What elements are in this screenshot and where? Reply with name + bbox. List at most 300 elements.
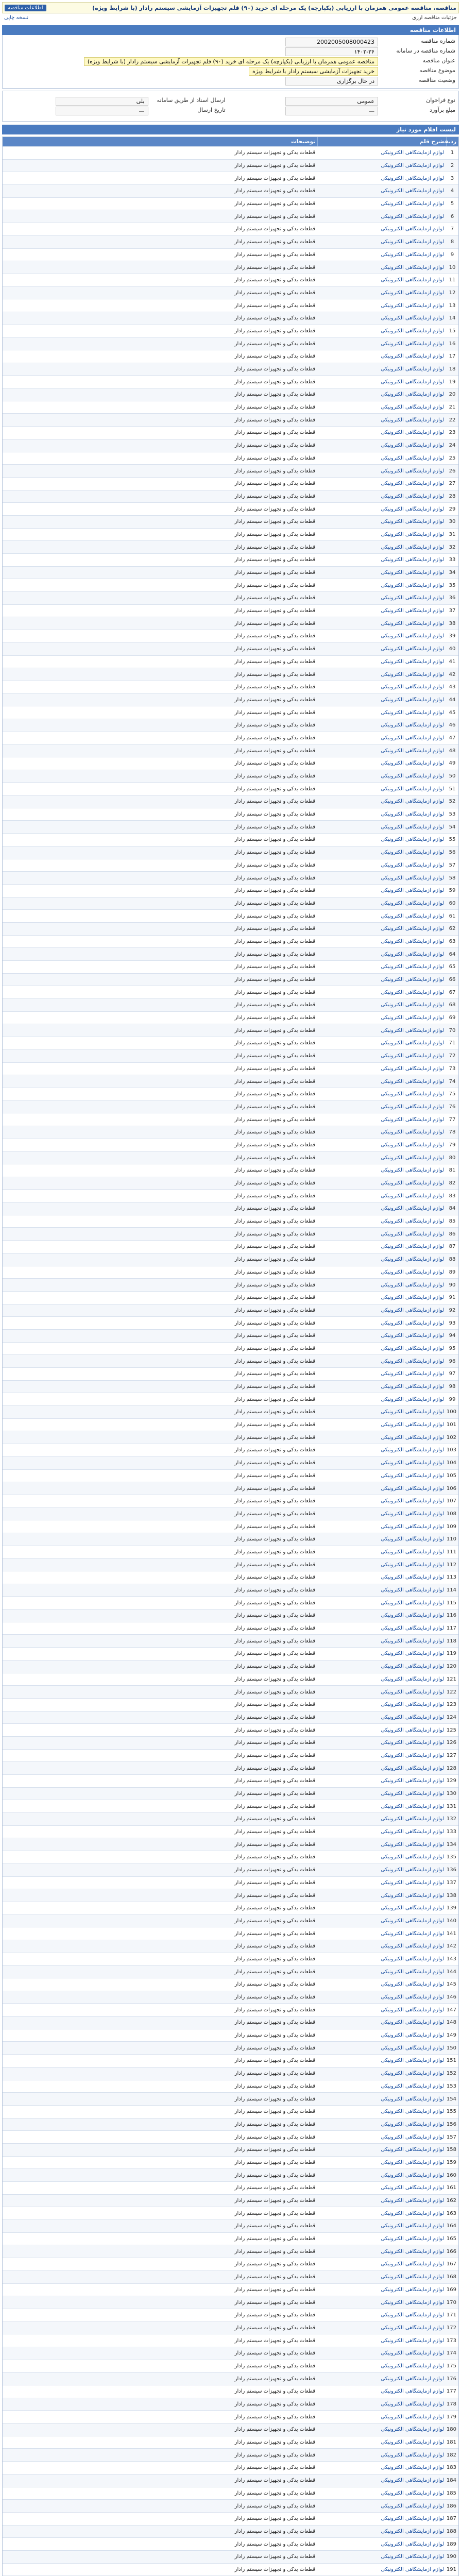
table-row (3, 998, 458, 1011)
cell-desc: قطعات یدکی و تجهیزات سیستم رادار (234, 658, 315, 665)
cell-no: 177 (446, 2388, 456, 2395)
cell-title[interactable]: لوازم آزمایشگاهی الکترونیکی (381, 1841, 444, 1848)
field-value-wrap (6, 47, 378, 56)
cell-title[interactable]: لوازم آزمایشگاهی الکترونیکی (381, 1244, 444, 1250)
table-row (3, 1825, 458, 1838)
cell-desc: قطعات یدکی و تجهیزات سیستم رادار (234, 1625, 315, 1632)
cell-desc: قطعات یدکی و تجهیزات سیستم رادار (234, 1485, 315, 1492)
cell-title[interactable]: لوازم آزمایشگاهی الکترونیکی (381, 1905, 444, 1911)
cell-title[interactable]: لوازم آزمایشگاهی الکترونیکی (381, 1791, 444, 1797)
cell-title[interactable]: لوازم آزمایشگاهی الکترونیکی (381, 1193, 444, 1199)
cell-title[interactable]: لوازم آزمایشگاهی الکترونیکی (381, 824, 444, 830)
cell-title[interactable]: لوازم آزمایشگاهی الکترونیکی (381, 1549, 444, 1555)
field-value-wrap (236, 97, 379, 106)
cell-title[interactable]: لوازم آزمایشگاهی الکترونیکی (381, 773, 444, 779)
table-row (3, 1075, 458, 1088)
cell-no: 33 (449, 557, 456, 563)
cell-no: 147 (446, 2007, 456, 2013)
cell-title[interactable]: لوازم آزمایشگاهی الکترونیکی (381, 1422, 444, 1428)
cell-no: 180 (446, 2427, 456, 2433)
cell-no: 191 (446, 2566, 456, 2572)
cell-title[interactable]: لوازم آزمایشگاهی الکترونیکی (381, 735, 444, 741)
cell-title[interactable]: لوازم آزمایشگاهی الکترونیکی (381, 531, 444, 537)
cell-title[interactable]: لوازم آزمایشگاهی الکترونیکی (381, 1129, 444, 1136)
cell-title[interactable]: لوازم آزمایشگاهی الکترونیکی (381, 1218, 444, 1225)
cell-title[interactable]: لوازم آزمایشگاهی الکترونیکی (381, 2236, 444, 2242)
table-row (3, 2003, 458, 2016)
cell-title[interactable]: لوازم آزمایشگاهی الکترونیکی (381, 1879, 444, 1886)
tender-details-label: جزئیات مناقصه ارزی (412, 15, 457, 21)
cell-desc: قطعات یدکی و تجهیزات سیستم رادار (234, 2121, 315, 2127)
table-row (3, 795, 458, 808)
cell-title[interactable]: لوازم آزمایشگاهی الکترونیکی (381, 455, 444, 461)
cell-no: 104 (446, 1460, 456, 1466)
cell-title[interactable]: لوازم آزمایشگاهی الکترونیکی (381, 302, 444, 309)
cell-no: 81 (449, 1167, 456, 1174)
cell-desc: قطعات یدکی و تجهیزات سیستم رادار (234, 1918, 315, 1924)
cell-title[interactable]: لوازم آزمایشگاهی الکترونیکی (381, 544, 444, 550)
cell-no: 18 (449, 366, 456, 372)
cell-desc: قطعات یدکی و تجهیزات سیستم رادار (234, 1371, 315, 1377)
table-row (3, 2487, 458, 2500)
cell-title[interactable]: لوازم آزمایشگاهی الکترونیکی (381, 2414, 444, 2420)
table-row (3, 1291, 458, 1304)
cell-title[interactable]: لوازم آزمایشگاهی الکترونیکی (381, 213, 444, 219)
cell-desc: قطعات یدکی و تجهیزات سیستم رادار (234, 1396, 315, 1402)
cell-title[interactable]: لوازم آزمایشگاهی الکترونیکی (381, 2337, 444, 2344)
cell-title[interactable]: لوازم آزمایشگاهی الکترونیکی (381, 1257, 444, 1263)
cell-no: 157 (446, 2134, 456, 2140)
cell-no: 141 (446, 1930, 456, 1937)
cell-title[interactable]: لوازم آزمایشگاهی الکترونیکی (381, 2490, 444, 2496)
table-row (3, 757, 458, 770)
cell-title[interactable]: لوازم آزمایشگاهی الکترونیکی (381, 2439, 444, 2446)
cell-title[interactable]: لوازم آزمایشگاهی الکترونیکی (381, 1472, 444, 1479)
cell-title[interactable]: لوازم آزمایشگاهی الکترونیکی (381, 1104, 444, 1110)
cell-title[interactable]: لوازم آزمایشگاهی الکترونیکی (381, 1574, 444, 1581)
cell-title[interactable]: لوازم آزمایشگاهی الکترونیکی (381, 1803, 444, 1809)
cell-title[interactable]: لوازم آزمایشگاهی الکترونیکی (381, 404, 444, 411)
cell-title[interactable]: لوازم آزمایشگاهی الکترونیکی (381, 2248, 444, 2255)
cell-desc: قطعات یدکی و تجهیزات سیستم رادار (234, 175, 315, 181)
cell-title[interactable]: لوازم آزمایشگاهی الکترونیکی (381, 1447, 444, 1453)
cell-title[interactable]: لوازم آزمایشگاهی الکترونیکی (381, 1956, 444, 1962)
cell-no: 21 (449, 404, 456, 411)
cell-title[interactable]: لوازم آزمایشگاهی الکترونیکی (381, 2452, 444, 2458)
cell-no: 146 (446, 1994, 456, 2001)
cell-title[interactable]: لوازم آزمایشگاهی الکترونیکی (381, 226, 444, 232)
table-row (3, 2512, 458, 2525)
cell-no: 142 (446, 1943, 456, 1950)
cell-title[interactable]: لوازم آزمایشگاهی الکترونیکی (381, 1689, 444, 1695)
cell-title[interactable]: لوازم آزمایشگاهی الکترونیکی (381, 2210, 444, 2216)
cell-desc: قطعات یدکی و تجهیزات سیستم رادار (234, 1791, 315, 1797)
cell-title[interactable]: لوازم آزمایشگاهی الکترونیکی (381, 1816, 444, 1822)
cell-title[interactable]: لوازم آزمایشگاهی الکترونیکی (381, 888, 444, 894)
cell-title[interactable]: لوازم آزمایشگاهی الکترونیکی (381, 2528, 444, 2534)
cell-title[interactable]: لوازم آزمایشگاهی الکترونیکی (381, 2261, 444, 2267)
cell-desc: قطعات یدکی و تجهیزات سیستم رادار (234, 2439, 315, 2446)
cell-title[interactable]: لوازم آزمایشگاهی الکترونیکی (381, 2058, 444, 2064)
cell-desc: قطعات یدکی و تجهیزات سیستم رادار (234, 633, 315, 639)
cell-title[interactable]: لوازم آزمایشگاهی الکترونیکی (381, 2198, 444, 2204)
table-row (3, 1469, 458, 1482)
cell-title[interactable]: لوازم آزمایشگاهی الکترونیکی (381, 150, 444, 156)
cell-title[interactable]: لوازم آزمایشگاهی الکترونیکی (381, 760, 444, 767)
cell-no: 32 (449, 544, 456, 550)
cell-title[interactable]: لوازم آزمایشگاهی الکترونیکی (381, 1206, 444, 1212)
field-value: ۱۴۰۲-۳۶ (285, 47, 378, 56)
field-value-wrap (6, 77, 378, 86)
cell-title[interactable]: لوازم آزمایشگاهی الکترونیکی (381, 341, 444, 347)
cell-title[interactable]: لوازم آزمایشگاهی الکترونیکی (381, 1702, 444, 1708)
cell-title[interactable]: لوازم آزمایشگاهی الکترونیکی (381, 837, 444, 843)
cell-title[interactable]: لوازم آزمایشگاهی الکترونیکی (381, 353, 444, 360)
cell-title[interactable]: لوازم آزمایشگاهی الکترونیکی (381, 557, 444, 563)
cell-desc: قطعات یدکی و تجهیزات سیستم رادار (234, 620, 315, 626)
cell-title[interactable]: لوازم آزمایشگاهی الکترونیکی (381, 850, 444, 856)
cell-title[interactable]: لوازم آزمایشگاهی الکترونیکی (381, 506, 444, 512)
cell-no: 118 (446, 1638, 456, 1644)
cell-no: 126 (446, 1740, 456, 1746)
cell-title[interactable]: لوازم آزمایشگاهی الکترونیکی (381, 926, 444, 932)
cell-desc: قطعات یدکی و تجهیزات سیستم رادار (234, 544, 315, 550)
cell-title[interactable]: لوازم آزمایشگاهی الکترونیکی (381, 417, 444, 423)
cell-no: 20 (449, 392, 456, 398)
cell-title[interactable]: لوازم آزمایشگاهی الکترونیکی (381, 493, 444, 499)
cell-no: 14 (449, 315, 456, 321)
print-link[interactable]: نسخه چاپی (4, 15, 29, 21)
cell-title[interactable]: لوازم آزمایشگاهی الکترونیکی (381, 1994, 444, 2001)
cell-desc: قطعات یدکی و تجهیزات سیستم رادار (234, 786, 315, 792)
cell-title[interactable]: لوازم آزمایشگاهی الکترونیکی (381, 875, 444, 881)
cell-title[interactable]: لوازم آزمایشگاهی الکترونیکی (381, 570, 444, 576)
cell-title[interactable]: لوازم آزمایشگاهی الکترونیکی (381, 1727, 444, 1733)
cell-title[interactable]: لوازم آزمایشگاهی الکترونیکی (381, 2388, 444, 2395)
cell-title[interactable]: لوازم آزمایشگاهی الکترونیکی (381, 1854, 444, 1860)
cell-title[interactable]: لوازم آزمایشگاهی الکترونیکی (381, 2109, 444, 2115)
cell-desc: قطعات یدکی و تجهیزات سیستم رادار (234, 697, 315, 703)
field-value: خرید تجهیزات آزمایشی سیستم رادار با شرایط ویژه (249, 67, 378, 76)
cell-title[interactable]: لوازم آزمایشگاهی الکترونیکی (381, 1714, 444, 1720)
cell-title[interactable]: لوازم آزمایشگاهی الکترونیکی (381, 2134, 444, 2140)
cell-title[interactable]: لوازم آزمایشگاهی الکترونیکی (381, 1384, 444, 1390)
cell-no: 91 (449, 1295, 456, 1301)
cell-title[interactable]: لوازم آزمایشگاهی الکترونیکی (381, 977, 444, 983)
cell-title[interactable]: لوازم آزمایشگاهی الکترونیکی (381, 2516, 444, 2522)
cell-no: 131 (446, 1803, 456, 1809)
table-row (3, 2181, 458, 2194)
cell-title[interactable]: لوازم آزمایشگاهی الکترونیکی (381, 290, 444, 296)
cell-title[interactable]: لوازم آزمایشگاهی الکترونیکی (381, 1015, 444, 1021)
cell-title[interactable]: لوازم آزمایشگاهی الکترونیکی (381, 620, 444, 626)
cell-no: 75 (449, 1091, 456, 1097)
cell-title[interactable]: لوازم آزمایشگاهی الکترونیکی (381, 2299, 444, 2306)
cell-title[interactable]: لوازم آزمایشگاهی الکترونیکی (381, 2007, 444, 2013)
cell-title[interactable]: لوازم آزمایشگاهی الکترونیکی (381, 658, 444, 665)
cell-title[interactable]: لوازم آزمایشگاهی الکترونیکی (381, 1523, 444, 1530)
cell-title[interactable]: لوازم آزمایشگاهی الکترونیکی (381, 175, 444, 181)
cell-title[interactable]: لوازم آزمایشگاهی الکترونیکی (381, 1918, 444, 1924)
cell-title[interactable]: لوازم آزمایشگاهی الکترونیکی (381, 392, 444, 398)
table-row (3, 1863, 458, 1876)
table-row (3, 1100, 458, 1113)
cell-title[interactable]: لوازم آزمایشگاهی الکترونیکی (381, 1613, 444, 1619)
table-row (3, 2499, 458, 2512)
cell-title[interactable]: لوازم آزمایشگاهی الکترونیکی (381, 1091, 444, 1097)
cell-desc: قطعات یدکی و تجهیزات سیستم رادار (234, 1981, 315, 1988)
table-row (3, 1596, 458, 1609)
table-row (3, 184, 458, 197)
cell-title[interactable]: لوازم آزمایشگاهی الکترونیکی (381, 2554, 444, 2560)
cell-title[interactable]: لوازم آزمایشگاهی الکترونیکی (381, 1027, 444, 1033)
cell-title[interactable]: لوازم آزمایشگاهی الکترونیکی (381, 201, 444, 207)
cell-desc: قطعات یدکی و تجهیزات سیستم رادار (234, 226, 315, 232)
cell-title[interactable]: لوازم آزمایشگاهی الکترونیکی (381, 188, 444, 194)
table-row (3, 1253, 458, 1266)
cell-title[interactable]: لوازم آزمایشگاهی الکترونیکی (381, 1943, 444, 1950)
cell-title[interactable]: لوازم آزمایشگاهی الکترونیکی (381, 709, 444, 716)
cell-title[interactable]: لوازم آزمایشگاهی الکترونیکی (381, 239, 444, 245)
cell-title[interactable]: لوازم آزمایشگاهی الکترونیکی (381, 2350, 444, 2357)
cell-title[interactable]: لوازم آزمایشگاهی الکترونیکی (381, 1434, 444, 1440)
cell-title[interactable]: لوازم آزمایشگاهی الکترونیکی (381, 1358, 444, 1364)
cell-title[interactable]: لوازم آزمایشگاهی الکترونیکی (381, 2096, 444, 2102)
cell-title[interactable]: لوازم آزمایشگاهی الکترونیکی (381, 2083, 444, 2089)
cell-desc: قطعات یدکی و تجهیزات سیستم رادار (234, 1295, 315, 1301)
cell-desc: قطعات یدکی و تجهیزات سیستم رادار (234, 2541, 315, 2547)
cell-desc: قطعات یدکی و تجهیزات سیستم رادار (234, 1587, 315, 1594)
cell-title[interactable]: لوازم آزمایشگاهی الکترونیکی (381, 2121, 444, 2127)
cell-title[interactable]: لوازم آزمایشگاهی الکترونیکی (381, 964, 444, 970)
cell-title[interactable]: لوازم آزمایشگاهی الکترونیکی (381, 163, 444, 169)
cell-title[interactable]: لوازم آزمایشگاهی الکترونیکی (381, 989, 444, 995)
cell-title[interactable]: لوازم آزمایشگاهی الکترونیکی (381, 1333, 444, 1339)
cell-title[interactable]: لوازم آزمایشگاهی الکترونیکی (381, 1065, 444, 1072)
cell-desc: قطعات یدکی و تجهیزات سیستم رادار (234, 837, 315, 843)
cell-title[interactable]: لوازم آزمایشگاهی الکترونیکی (381, 1892, 444, 1899)
cell-title[interactable]: لوازم آزمایشگاهی الکترونیکی (381, 366, 444, 372)
cell-desc: قطعات یدکی و تجهیزات سیستم رادار (234, 1613, 315, 1619)
cell-title[interactable]: لوازم آزمایشگاهی الکترونیکی (381, 1829, 444, 1835)
cell-no: 178 (446, 2401, 456, 2408)
cell-title[interactable]: لوازم آزمایشگاهی الکترونیکی (381, 430, 444, 436)
cell-no: 137 (446, 1879, 456, 1886)
cell-title[interactable]: لوازم آزمایشگاهی الکترونیکی (381, 2325, 444, 2331)
table-row (3, 2207, 458, 2219)
cell-title[interactable]: لوازم آزمایشگاهی الکترونیکی (381, 251, 444, 258)
cell-title[interactable]: لوازم آزمایشگاهی الکترونیکی (381, 2503, 444, 2509)
cell-title[interactable]: لوازم آزمایشگاهی الکترونیکی (381, 2147, 444, 2153)
cell-title[interactable]: لوازم آزمایشگاهی الکترونیکی (381, 951, 444, 957)
cell-title[interactable]: لوازم آزمایشگاهی الکترونیکی (381, 1078, 444, 1084)
cell-title[interactable]: لوازم آزمایشگاهی الکترونیکی (381, 2159, 444, 2165)
cell-title[interactable]: لوازم آزمایشگاهی الکترونیکی (381, 1752, 444, 1758)
cell-title[interactable]: لوازم آزمایشگاهی الکترونیکی (381, 1180, 444, 1187)
table-row (3, 274, 458, 286)
cell-title[interactable]: لوازم آزمایشگاهی الکترونیکی (381, 633, 444, 639)
mid-panel-left (6, 96, 226, 116)
table-row (3, 452, 458, 465)
table-row (3, 2563, 458, 2576)
table-row (3, 617, 458, 630)
cell-no: 149 (446, 2032, 456, 2039)
table-row (3, 1126, 458, 1139)
cell-title[interactable]: لوازم آزمایشگاهی الکترونیکی (381, 684, 444, 690)
table-row (3, 960, 458, 973)
cell-no: 175 (446, 2363, 456, 2369)
cell-title[interactable]: لوازم آزمایشگاهی الکترونیکی (381, 315, 444, 321)
cell-title[interactable]: لوازم آزمایشگاهی الکترونیکی (381, 1600, 444, 1606)
cell-title[interactable]: لوازم آزمایشگاهی الکترونیکی (381, 1740, 444, 1746)
cell-desc: قطعات یدکی و تجهیزات سیستم رادار (234, 2465, 315, 2471)
cell-title[interactable]: لوازم آزمایشگاهی الکترونیکی (381, 2286, 444, 2293)
cell-desc: قطعات یدکی و تجهیزات سیستم رادار (234, 1282, 315, 1288)
cell-title[interactable]: لوازم آزمایشگاهی الکترونیکی (381, 1485, 444, 1492)
cell-title[interactable]: لوازم آزمایشگاهی الکترونیکی (381, 1053, 444, 1059)
table-row (3, 1088, 458, 1100)
cell-title[interactable]: لوازم آزمایشگاهی الکترونیکی (381, 1676, 444, 1682)
cell-title[interactable]: لوازم آزمایشگاهی الکترونیکی (381, 379, 444, 385)
cell-title[interactable]: لوازم آزمایشگاهی الکترونیکی (381, 2312, 444, 2318)
cell-title[interactable]: لوازم آزمایشگاهی الکترونیکی (381, 1587, 444, 1594)
cell-title[interactable]: لوازم آزمایشگاهی الکترونیکی (381, 2427, 444, 2433)
cell-title[interactable]: لوازم آزمایشگاهی الکترونیکی (381, 1231, 444, 1237)
cell-title[interactable]: لوازم آزمایشگاهی الکترونیکی (381, 2274, 444, 2280)
cell-no: 96 (449, 1358, 456, 1364)
cell-desc: قطعات یدکی و تجهیزات سیستم رادار (234, 582, 315, 588)
table-row (3, 1418, 458, 1431)
cell-title[interactable]: لوازم آزمایشگاهی الکترونیکی (381, 1930, 444, 1937)
cell-title[interactable]: لوازم آزمایشگاهی الکترونیکی (381, 748, 444, 754)
cell-title[interactable]: لوازم آزمایشگاهی الکترونیکی (381, 1371, 444, 1377)
table-row (3, 1139, 458, 1151)
cell-title[interactable]: لوازم آزمایشگاهی الکترونیکی (381, 786, 444, 792)
cell-title[interactable]: لوازم آزمایشگاهی الکترونیکی (381, 1307, 444, 1313)
cell-title[interactable]: لوازم آزمایشگاهی الکترونیکی (381, 1638, 444, 1644)
cell-title[interactable]: لوازم آزمایشگاهی الکترونیکی (381, 646, 444, 652)
cell-title[interactable]: لوازم آزمایشگاهی الکترونیکی (381, 443, 444, 449)
cell-title[interactable]: لوازم آزمایشگاهی الکترونیکی (381, 1345, 444, 1351)
cell-title[interactable]: لوازم آزمایشگاهی الکترونیکی (381, 1625, 444, 1632)
table-row (3, 706, 458, 719)
cell-title[interactable]: لوازم آزمایشگاهی الکترونیکی (381, 671, 444, 677)
cell-title[interactable]: لوازم آزمایشگاهی الکترونیکی (381, 799, 444, 805)
cell-desc: قطعات یدکی و تجهیزات سیستم رادار (234, 519, 315, 525)
cell-title[interactable]: لوازم آزمایشگاهی الکترونیکی (381, 1765, 444, 1771)
cell-title[interactable]: لوازم آزمایشگاهی الکترونیکی (381, 2223, 444, 2229)
cell-title[interactable]: لوازم آزمایشگاهی الکترونیکی (381, 1664, 444, 1670)
table-row (3, 744, 458, 757)
items-table-heading: لیست اقلام مورد نیاز (2, 125, 459, 134)
cell-title[interactable]: لوازم آزمایشگاهی الکترونیکی (381, 1142, 444, 1148)
table-row (3, 2041, 458, 2054)
table-row (3, 770, 458, 783)
cell-desc: قطعات یدکی و تجهیزات سیستم رادار (234, 2198, 315, 2204)
cell-title[interactable]: لوازم آزمایشگاهی الکترونیکی (381, 1498, 444, 1504)
cell-title[interactable]: لوازم آزمایشگاهی الکترونیکی (381, 1778, 444, 1784)
cell-title[interactable]: لوازم آزمایشگاهی الکترونیکی (381, 2071, 444, 2077)
cell-title[interactable]: لوازم آزمایشگاهی الکترونیکی (381, 913, 444, 919)
cell-title[interactable]: لوازم آزمایشگاهی الکترونیکی (381, 1981, 444, 1988)
cell-title[interactable]: لوازم آزمایشگاهی الکترونیکی (381, 2401, 444, 2408)
cell-title[interactable]: لوازم آزمایشگاهی الکترونیکی (381, 1167, 444, 1174)
cell-title[interactable]: لوازم آزمایشگاهی الکترونیکی (381, 862, 444, 868)
cell-title[interactable]: لوازم آزمایشگاهی الکترونیکی (381, 595, 444, 601)
cell-no: 155 (446, 2109, 456, 2115)
cell-title[interactable]: لوازم آزمایشگاهی الکترونیکی (381, 2465, 444, 2471)
cell-title[interactable]: لوازم آزمایشگاهی الکترونیکی (381, 2541, 444, 2547)
table-row (3, 2156, 458, 2169)
cell-title[interactable]: لوازم آزمایشگاهی الکترونیکی (381, 608, 444, 614)
cell-title[interactable]: لوازم آزمایشگاهی الکترونیکی (381, 1562, 444, 1568)
cell-title[interactable]: لوازم آزمایشگاهی الکترونیکی (381, 2478, 444, 2484)
cell-title[interactable]: لوازم آزمایشگاهی الکترونیکی (381, 519, 444, 525)
cell-title[interactable]: لوازم آزمایشگاهی الکترونیکی (381, 1969, 444, 1975)
cell-title[interactable]: لوازم آزمایشگاهی الکترونیکی (381, 1867, 444, 1873)
cell-title[interactable]: لوازم آزمایشگاهی الکترونیکی (381, 1116, 444, 1123)
cell-title[interactable]: لوازم آزمایشگاهی الکترونیکی (381, 1511, 444, 1517)
field-row (6, 66, 455, 76)
cell-title[interactable]: لوازم آزمایشگاهی الکترونیکی (381, 1002, 444, 1008)
cell-title[interactable]: لوازم آزمایشگاهی الکترونیکی (381, 1282, 444, 1288)
info-section-heading: اطلاعات مناقصه (2, 25, 459, 35)
cell-title[interactable]: لوازم آزمایشگاهی الکترونیکی (381, 328, 444, 334)
cell-no: 52 (449, 799, 456, 805)
cell-title[interactable]: لوازم آزمایشگاهی الکترونیکی (381, 2172, 444, 2178)
cell-title[interactable]: لوازم آزمایشگاهی الکترونیکی (381, 1269, 444, 1275)
cell-desc: قطعات یدکی و تجهیزات سیستم رادار (234, 1434, 315, 1440)
cell-no: 174 (446, 2350, 456, 2357)
cell-desc: قطعات یدکی و تجهیزات سیستم رادار (234, 1091, 315, 1097)
cell-title[interactable]: لوازم آزمایشگاهی الکترونیکی (381, 1536, 444, 1543)
cell-title[interactable]: لوازم آزمایشگاهی الکترونیکی (381, 1155, 444, 1161)
cell-title[interactable]: لوازم آزمایشگاهی الکترونیکی (381, 2363, 444, 2369)
cell-desc: قطعات یدکی و تجهیزات سیستم رادار (234, 404, 315, 411)
cell-no: 69 (449, 1015, 456, 1021)
cell-title[interactable]: لوازم آزمایشگاهی الکترونیکی (381, 1295, 444, 1301)
cell-title[interactable]: لوازم آزمایشگاهی الکترونیکی (381, 1396, 444, 1402)
cell-desc: قطعات یدکی و تجهیزات سیستم رادار (234, 2007, 315, 2013)
table-row (3, 1838, 458, 1851)
table-row (3, 2334, 458, 2347)
cell-title[interactable]: لوازم آزمایشگاهی الکترونیکی (381, 582, 444, 588)
cell-title[interactable]: لوازم آزمایشگاهی الکترونیکی (381, 2045, 444, 2051)
table-row (3, 1978, 458, 1991)
cell-title[interactable]: لوازم آزمایشگاهی الکترونیکی (381, 2020, 444, 2026)
cell-title[interactable]: لوازم آزمایشگاهی الکترونیکی (381, 1460, 444, 1466)
cell-desc: قطعات یدکی و تجهیزات سیستم رادار (234, 888, 315, 894)
cell-title[interactable]: لوازم آزمایشگاهی الکترونیکی (381, 1651, 444, 1657)
cell-title[interactable]: لوازم آزمایشگاهی الکترونیکی (381, 1320, 444, 1326)
cell-title[interactable]: لوازم آزمایشگاهی الکترونیکی (381, 1409, 444, 1415)
cell-title[interactable]: لوازم آزمایشگاهی الکترونیکی (381, 481, 444, 487)
cell-title[interactable]: لوازم آزمایشگاهی الکترونیکی (381, 900, 444, 906)
cell-title[interactable]: لوازم آزمایشگاهی الکترونیکی (381, 1040, 444, 1046)
cell-title[interactable]: لوازم آزمایشگاهی الکترونیکی (381, 264, 444, 270)
cell-title[interactable]: لوازم آزمایشگاهی الکترونیکی (381, 2185, 444, 2191)
cell-title[interactable]: لوازم آزمایشگاهی الکترونیکی (381, 811, 444, 818)
cell-title[interactable]: لوازم آزمایشگاهی الکترونیکی (381, 722, 444, 728)
cell-title[interactable]: لوازم آزمایشگاهی الکترونیکی (381, 2032, 444, 2039)
cell-title[interactable]: لوازم آزمایشگاهی الکترونیکی (381, 697, 444, 703)
cell-no: 103 (446, 1447, 456, 1453)
cell-title[interactable]: لوازم آزمایشگاهی الکترونیکی (381, 2566, 444, 2572)
cell-title[interactable]: لوازم آزمایشگاهی الکترونیکی (381, 277, 444, 283)
cell-title[interactable]: لوازم آزمایشگاهی الکترونیکی (381, 468, 444, 474)
cell-title[interactable]: لوازم آزمایشگاهی الکترونیکی (381, 2376, 444, 2382)
cell-title[interactable]: لوازم آزمایشگاهی الکترونیکی (381, 938, 444, 944)
